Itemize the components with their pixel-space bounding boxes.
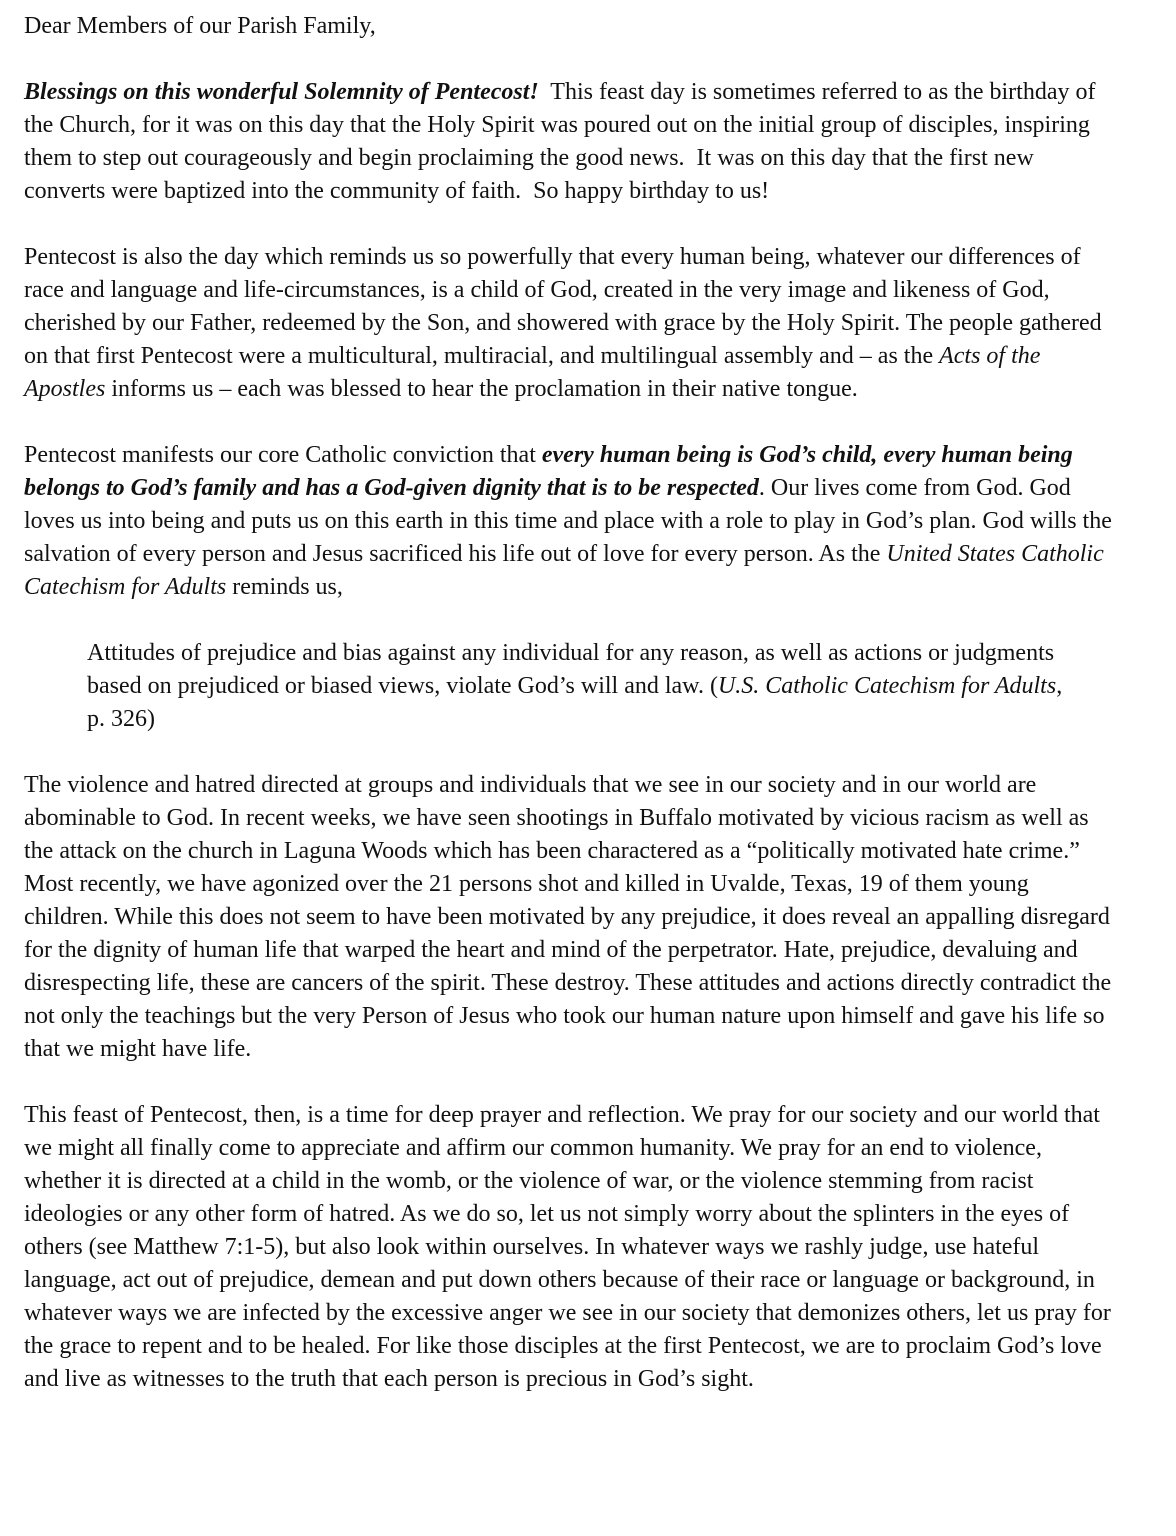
conviction-emphasis: every human being is God’s child, every human being belongs to God’s family and has a God-given dignity that is to be respected — [24, 442, 1073, 501]
catechism-quote — [87, 637, 1116, 736]
opening-emphasis: Blessings on this wonderful Solemnity of Pentecost! — [24, 79, 539, 105]
paragraph-child-of-god — [24, 241, 1116, 406]
book-title-acts: Acts of the Apostles — [24, 343, 1041, 402]
quote-page: , p. 326) — [87, 673, 1063, 732]
paragraph-text: informs us – each was blessed to hear the proclamation in their native tongue. — [105, 376, 858, 402]
paragraph-text: . Our lives come from God. God loves us into being and puts us on this earth in this time and place with a role to play in God’s plan. God wills the salvation of every person and Jesus sacrificed his life out of love for every person. As the — [24, 475, 1112, 567]
quote-text: Attitudes of prejudice and bias against any individual for any reason, as well as actions or judgments based on prejudiced or biased views, violate God’s will and law. ( — [87, 640, 1055, 699]
paragraph-text: reminds us, — [226, 574, 343, 600]
paragraph-pentecost-blessings — [24, 76, 1116, 208]
paragraph-catholic-conviction — [24, 439, 1116, 604]
paragraph-prayer-and-reflection: This feast of Pentecost, then, is a time for deep prayer and reflection. We pray for our society and our world that we might all finally come to appreciate and affirm our common humanity. We pray for an end to violence, whether it is directed at a child in the womb, or the violence of war, or the violence stemming from racist ideologies or any other form of hatred. As we do so, let us not simply worry about the splinters in the eyes of others (see Matthew 7:1-5), but also look within ourselves. In whatever ways we rashly judge, use hateful language, act out of prejudice, demean and put down others because of their race or language or background, in whatever ways we are infected by the excessive anger we see in our society that demonizes others, let us pray for the grace to repent and to be healed. For like those disciples at the first Pentecost, we are to proclaim God’s love and live as witnesses to the truth that each person is precious in God’s sight. — [24, 1102, 1111, 1392]
salutation: Dear Members of our Parish Family, — [24, 13, 376, 39]
book-title-catechism: United States Catholic Catechism for Adults — [24, 541, 1104, 600]
paragraph-text: Pentecost is also the day which reminds us so powerfully that every human being, whatever our differences of race and language and life-circumstances, is a child of God, created in the very image and likeness of God, cherished by our Father, redeemed by the Son, and showered with grace by the Holy Spirit. The people gathered on that first Pentecost were a multicultural, multiracial, and multilingual assembly and – as the — [24, 244, 1102, 369]
paragraph-text: Pentecost manifests our core Catholic conviction that — [24, 442, 542, 468]
paragraph-violence-and-hatred: The violence and hatred directed at groups and individuals that we see in our society and in our world are abominable to God. In recent weeks, we have seen shootings in Buffalo motivated by vicious racism as well as the attack on the church in Laguna Woods which has been charactered as a “politically motivated hate crime.” Most recently, we have agonized over the 21 persons shot and killed in Uvalde, Texas, 19 of them young children. While this does not seem to have been motivated by any prejudice, it does reveal an appalling disregard for the dignity of human life that warped the heart and mind of the perpetrator. Hate, prejudice, devaluing and disrespecting life, these are cancers of the spirit. These destroy. These attitudes and actions directly contradict the not only the teachings but the very Person of Jesus who took our human nature upon himself and gave his life so that we might have life. — [24, 772, 1112, 1062]
quote-source: U.S. Catholic Catechism for Adults — [717, 673, 1057, 699]
paragraph-text: This feast day is sometimes referred to as the birthday of the Church, for it was on this day that the Holy Spirit was poured out on the initial group of disciples, inspiring them to step out courageously and begin proclaiming the good news. It was on this day that the first new converts were baptized into the community of faith. So happy birthday to us! — [24, 79, 1102, 204]
